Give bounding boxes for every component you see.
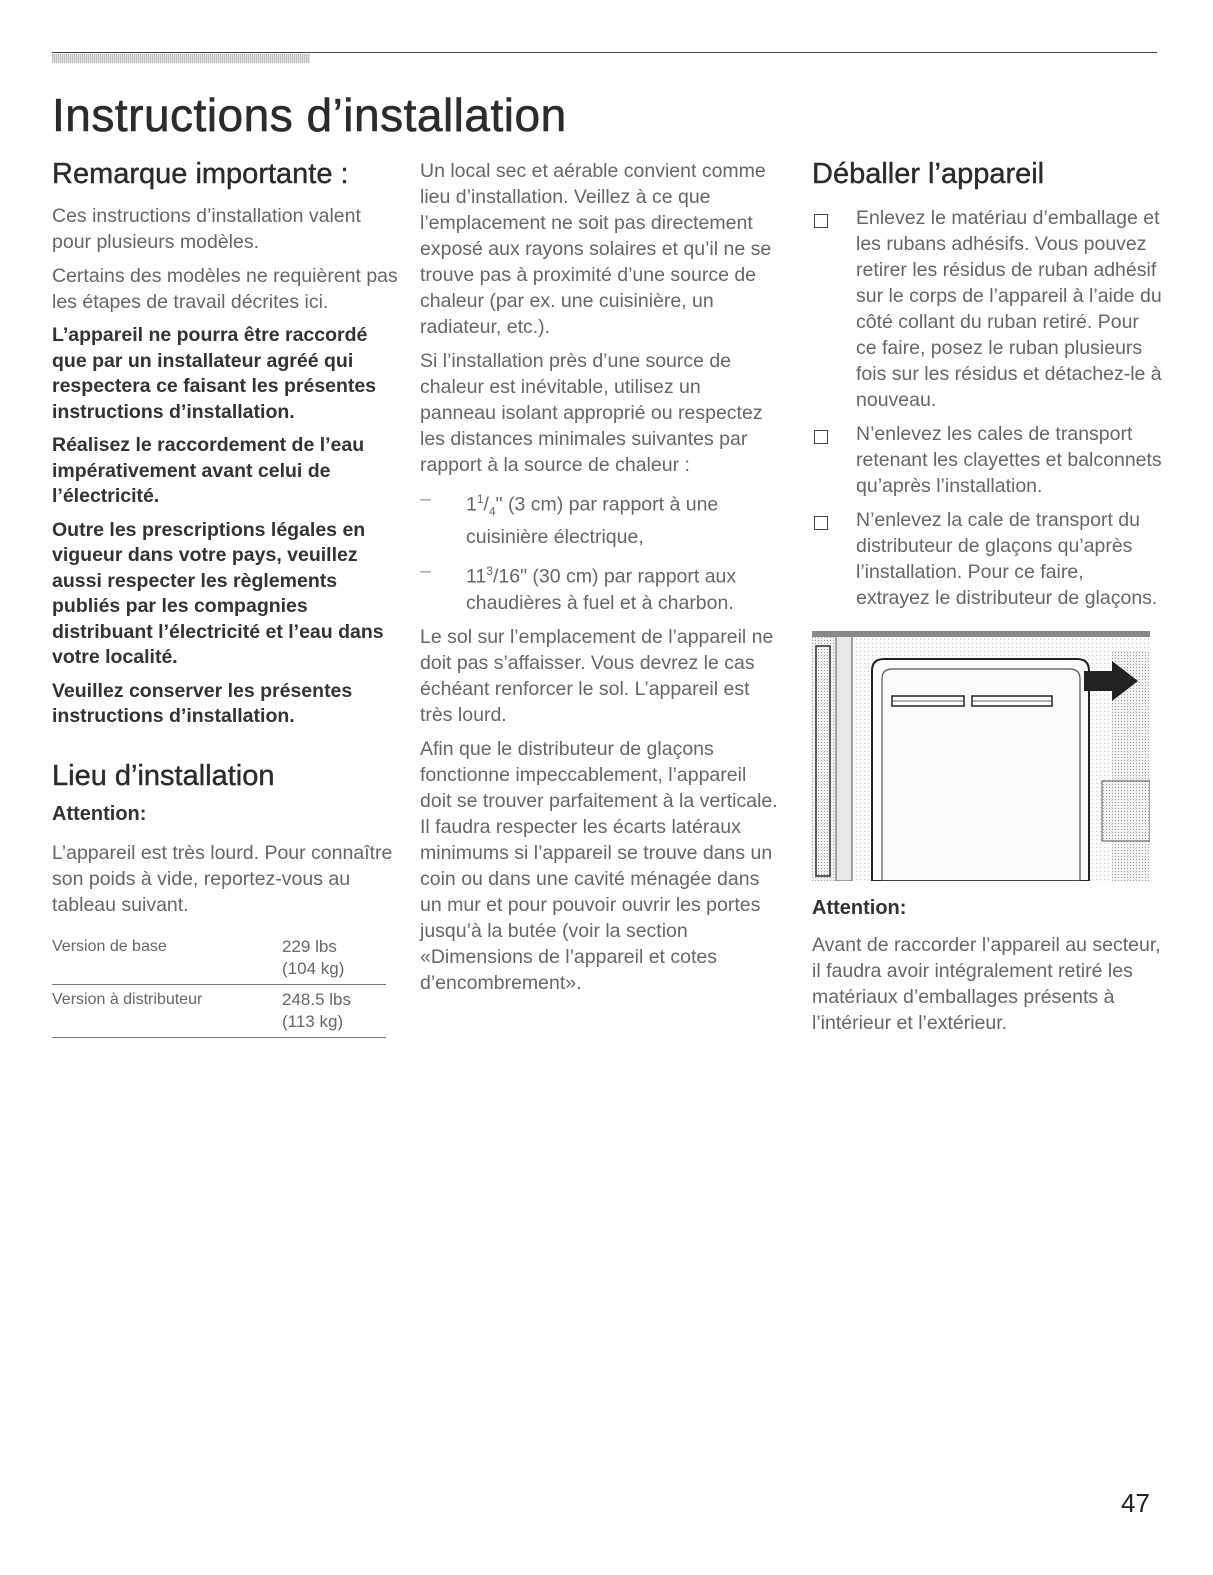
checkbox-icon	[814, 214, 828, 228]
checkbox-icon	[814, 430, 828, 444]
col2-p2: Si l’installation près d’une source de chaleur est inévitable, utilisez un panneau isolant approprié ou respectez les distances minimales suivantes par rapport à la source de chaleur :	[420, 350, 763, 476]
deballer-heading: Déballer l’appareil	[812, 158, 1045, 190]
col2-p4: Afin que le distributeur de glaçons fonctionne impeccablement, l’appareil doit se trouver parfaitement à la verticale. Il faudra respecter les écarts latéraux minimums si l’appareil se trouve dans un coin ou dans une cavité ménagée dans un mur et pour pouvoir ouvrir les portes jusqu’à la butée (voir la section «Dimensions de l’appareil et cotes d’encombrement».	[420, 737, 778, 994]
remarque-p2: Certains des modèles ne requièrent pas les étapes de travail décrites ici.	[52, 265, 398, 313]
weight-label: Version de base	[52, 937, 167, 955]
column-left	[52, 158, 402, 1038]
lieu-heading: Lieu d’installation	[52, 759, 275, 792]
checklist-item	[812, 507, 1162, 611]
col2-p3: Le sol sur l’emplacement de l’appareil ne doit pas s’affaisser. Vous devrez le cas échéant renforcer le sol. L’appareil est très lourd.	[420, 625, 774, 726]
checkbox-icon	[814, 516, 828, 530]
distance-item-2: – $11^3/16$" (30 cm) par rapport aux chaudières à fuel et à charbon.	[420, 558, 780, 616]
checklist-item	[812, 421, 1162, 499]
column-right	[812, 158, 1162, 1036]
weight-value	[282, 984, 386, 1037]
checklist-text: Enlevez le matériau d’emballage et les rubans adhésifs. Vous pouvez retirer les résidus de ruban adhésif sur le corps de l’appareil à l’aide du côté collant du ruban retiré. Pour ce faire, posez le ruban plusieurs fois sur les résidus et détachez-le à nouveau.	[856, 207, 1162, 411]
lieu-attention: Attention:	[52, 802, 147, 825]
weight-lbs: 229 lbs	[282, 936, 337, 956]
remarque-p1: Ces instructions d’installation valent pour plusieurs modèles.	[52, 205, 361, 253]
page-title: Instructions d’installation	[52, 89, 567, 141]
header-shade	[52, 54, 310, 63]
ice-dispenser-drawing	[812, 631, 1150, 881]
weight-kg: (104 kg)	[282, 958, 345, 978]
weight-lbs: 248.5 lbs	[282, 989, 351, 1009]
weight-table	[52, 932, 386, 1038]
remarque-b4: Veuillez conserver les présentes instructions d’installation.	[52, 679, 353, 727]
remarque-b2: Réalisez le raccordement de l’eau impérativement avant celui de l’électricité.	[52, 434, 365, 507]
checklist-item	[812, 205, 1162, 413]
weight-kg: (113 kg)	[282, 1011, 344, 1031]
ice-dispenser-illustration	[812, 631, 1150, 881]
remarque-b1: L’appareil ne pourra être raccordé que par un installateur agréé qui respectera ce faisant les présentes instructions d’installation.	[52, 324, 377, 423]
checklist-text: N’enlevez les cales de transport retenant les clayettes et balconnets qu’après l’installation.	[856, 423, 1162, 497]
page-number: 47	[1121, 1488, 1150, 1518]
column-middle	[420, 158, 780, 996]
header-bar	[52, 52, 1157, 64]
remarque-heading: Remarque importante :	[52, 158, 349, 190]
weight-label: Version à distributeur	[52, 990, 203, 1008]
lieu-p1: L’appareil est très lourd. Pour connaître son poids à vide, reportez-vous au tableau suivant.	[52, 841, 393, 916]
table-row	[52, 984, 386, 1037]
deballer-attention-text: Avant de raccorder l’appareil au secteur, il faudra avoir intégralement retiré les matériaux d’emballages présents à l’intérieur et l’extérieur.	[812, 934, 1161, 1034]
col2-p1: Un local sec et aérable convient comme lieu d’installation. Veillez à ce que l’emplacement ne soit pas directement exposé aux rayons solaires et qu’il ne se trouve pas à proximité d’une source de chaleur (par ex. une cuisinière, un radiateur, etc.).	[420, 160, 772, 338]
weight-value	[282, 932, 386, 985]
distance-text-1: $1^1/_4$" (3 cm) par rapport à une cuisinière électrique,	[466, 492, 719, 549]
header-rule	[52, 52, 1157, 53]
remarque-b3: Outre les prescriptions légales en vigueur dans votre pays, veuillez aussi respecter les règlements publiés par les compagnies distribuant l’électricité et l’eau dans votre localité.	[52, 518, 384, 668]
distance-text-2: $11^3/16$" (30 cm) par rapport aux chaudières à fuel et à charbon.	[466, 564, 737, 614]
checklist-text: N’enlevez la cale de transport du distributeur de glaçons qu’après l’installation. Pour ce faire, extrayez le distributeur de glaçons.	[856, 509, 1158, 609]
distance-item-1: – $1^1/_4$" (3 cm) par rapport à une cuisinière électrique,	[420, 486, 780, 550]
deballer-attention: Attention:	[812, 897, 907, 919]
table-row	[52, 932, 386, 985]
